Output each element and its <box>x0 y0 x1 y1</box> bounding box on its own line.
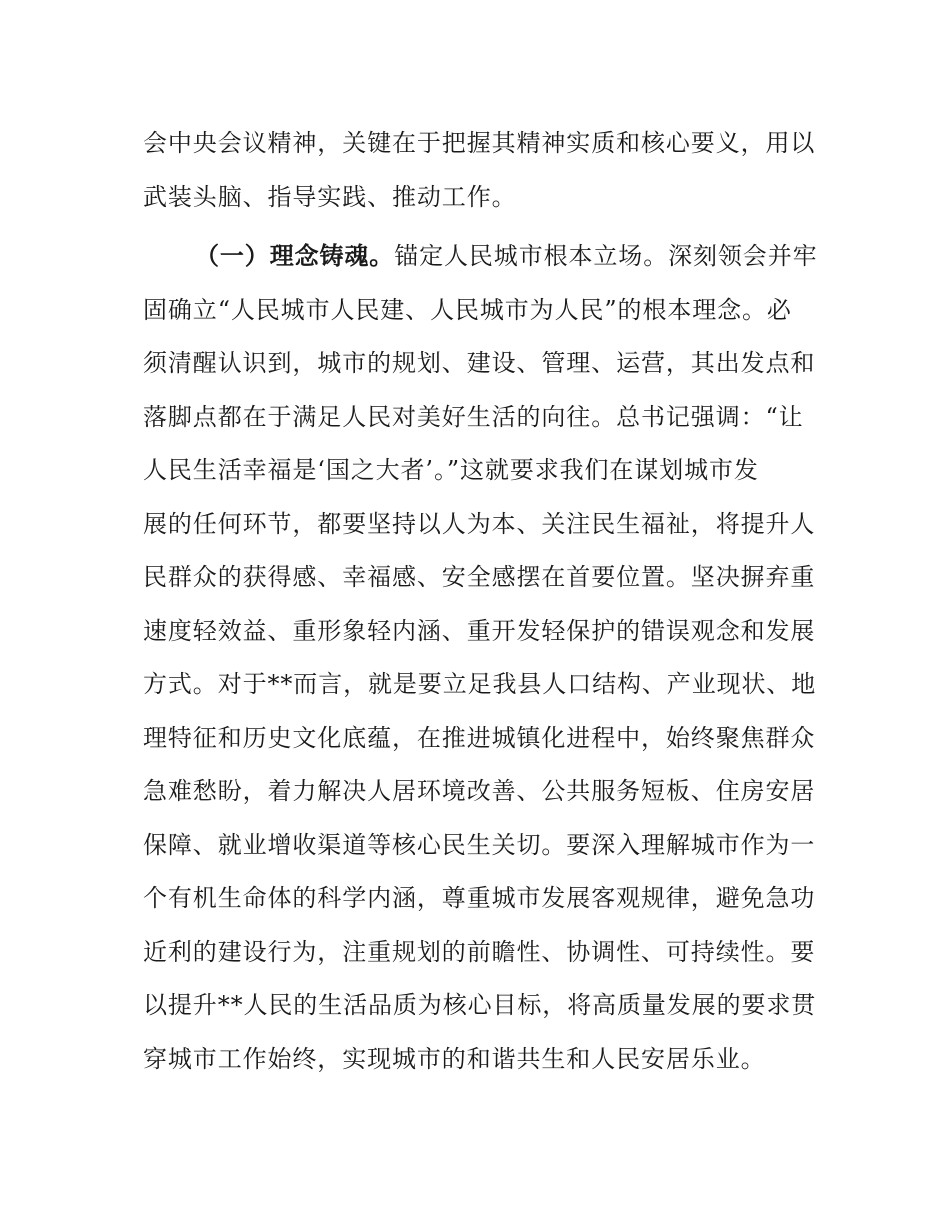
paragraph-line: 以提升**人民的生活品质为核心目标，将高质量发展的要求贯 <box>143 991 817 1019</box>
paragraph-line: 民群众的获得感、幸福感、安全感摆在首要位置。坚决摒弃重 <box>143 563 816 591</box>
paragraph-line: 人民生活幸福是‘国之大者’。”这就要求我们在谋划城市发 <box>143 456 759 484</box>
paragraph-line: 须清醒认识到，城市的规划、建设、管理、运营，其出发点和 <box>143 349 816 377</box>
paragraph-line: 方式。对于**而言，就是要立足我县人口结构、产业现状、地 <box>143 670 817 698</box>
paragraph-line: 速度轻效益、重形象轻内涵、重开发轻保护的错误观念和发展 <box>143 616 816 645</box>
paragraph-line: 展的任何环节，都要坚持以人为本、关注民生福祉，将提升人 <box>143 509 816 538</box>
section-1-first-line <box>143 230 818 284</box>
paragraph-line: 个有机生命体的科学内涵，尊重城市发展客观规律，避免急功 <box>143 884 816 912</box>
paragraph-line: 固确立“人民城市人民建、人民城市为人民”的根本理念。必 <box>143 295 792 324</box>
paragraph-line: 理特征和历史文化底蕴，在推进城镇化进程中，始终聚焦群众 <box>143 723 816 752</box>
section-1-paragraph <box>143 230 818 1086</box>
paragraph-line: 近利的建设行为，注重规划的前瞻性、协调性、可持续性。要 <box>143 937 816 966</box>
intro-paragraph <box>143 117 816 224</box>
paragraph-line: 穿城市工作始终，实现城市的和谐共生和人民安居乐业。 <box>143 1044 766 1073</box>
paragraph-line: 落脚点都在于满足人民对美好生活的向往。总书记强调：“让 <box>143 402 804 431</box>
paragraph-line: 武装头脑、指导实践、推动工作。 <box>143 182 517 211</box>
section-1-heading: （一）理念铸魂。 <box>195 242 395 270</box>
paragraph-line: 急难愁盼，着力解决人居环境改善、公共服务短板、住房安居 <box>143 777 816 805</box>
paragraph-line: 保障、就业增收渠道等核心民生关切。要深入理解城市作为一 <box>143 830 816 859</box>
section-1-lead: 锚定人民城市根本立场。深刻领会并牢 <box>394 242 818 270</box>
paragraph-line: 会中央会议精神，关键在于把握其精神实质和核心要义，用以 <box>143 129 816 157</box>
